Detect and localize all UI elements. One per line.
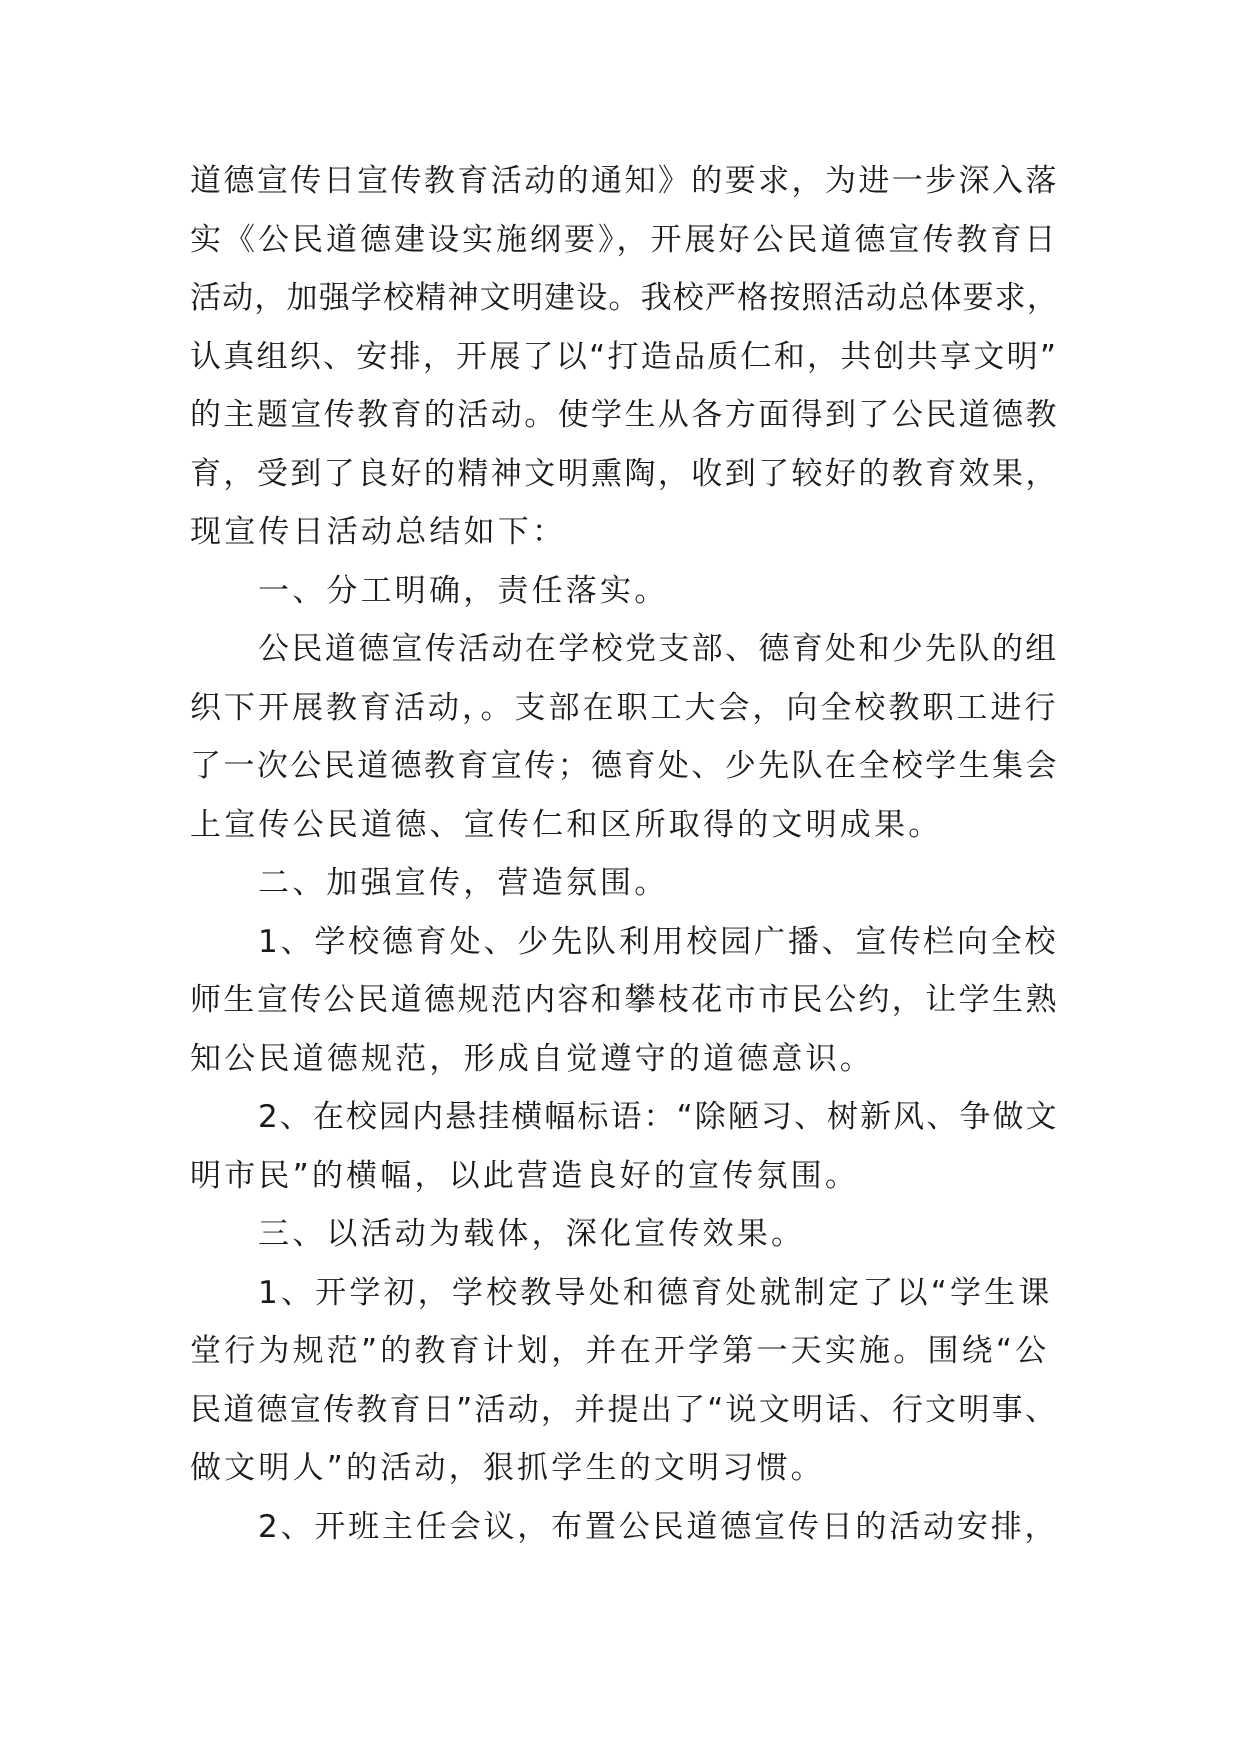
text-line: 师生宣传公民道德规范内容和攀枝花市市民公约，让学生熟	[190, 982, 1059, 1018]
text-line: 育，受到了良好的精神文明熏陶，收到了较好的教育效果，	[190, 455, 1059, 492]
text-line: 民道德宣传教育日”活动，并提出了“说文明话、行文明事、	[190, 1391, 1059, 1428]
text-line: 道德宣传日宣传教育活动的通知》的要求，为进一步深入落	[190, 163, 1059, 199]
text-line: 1、开学初，学校教导处和德育处就制定了以“学生课	[258, 1274, 1053, 1311]
text-line: 实《公民道德建设实施纲要》，开展好公民道德宣传教育日	[190, 221, 1059, 258]
text-line: 一、分工明确，责任落实。	[258, 572, 669, 609]
text-line: 活动，加强学校精神文明建设。我校严格按照活动总体要求，	[190, 280, 1060, 316]
text-line: 公民道德宣传活动在学校党支部、德育处和少先队的组	[258, 631, 1059, 667]
text-line: 三、以活动为载体，深化宣传效果。	[258, 1216, 806, 1252]
text-line: 二、加强宣传，营造氛围。	[258, 865, 669, 901]
text-line: 2、在校园内悬挂横幅标语：“除陋习、树新风、争做文	[258, 1099, 1059, 1135]
text-line: 织下开展教育活动，。支部在职工大会，向全校教职工进行	[190, 689, 1059, 726]
text-line: 上宣传公民道德、宣传仁和区所取得的文明成果。	[190, 806, 943, 843]
text-line: 认真组织、安排，开展了以“打造品质仁和，共创共享文明”	[190, 338, 1059, 375]
text-line: 堂行为规范”的教育计划，并在开学第一天实施。围绕“公	[190, 1333, 1050, 1369]
text-line: 了一次公民道德教育宣传；德育处、少先队在全校学生集会	[190, 748, 1059, 784]
text-line: 做文明人”的活动，狠抓学生的文明习惯。	[190, 1450, 825, 1486]
document-body	[190, 152, 1060, 1556]
text-line: 的主题宣传教育的活动。使学生从各方面得到了公民道德教	[190, 397, 1059, 433]
text-line: 知公民道德规范，形成自觉遵守的道德意识。	[190, 1040, 874, 1077]
text-line: 明市民”的横幅，以此营造良好的宣传氛围。	[190, 1157, 860, 1194]
text-line: 2、开班主任会议，布置公民道德宣传日的活动安排，	[258, 1508, 1059, 1545]
text-line: 1、学校德育处、少先队利用校园广播、宣传栏向全校	[258, 923, 1059, 960]
text-line: 现宣传日活动总结如下：	[190, 514, 567, 550]
